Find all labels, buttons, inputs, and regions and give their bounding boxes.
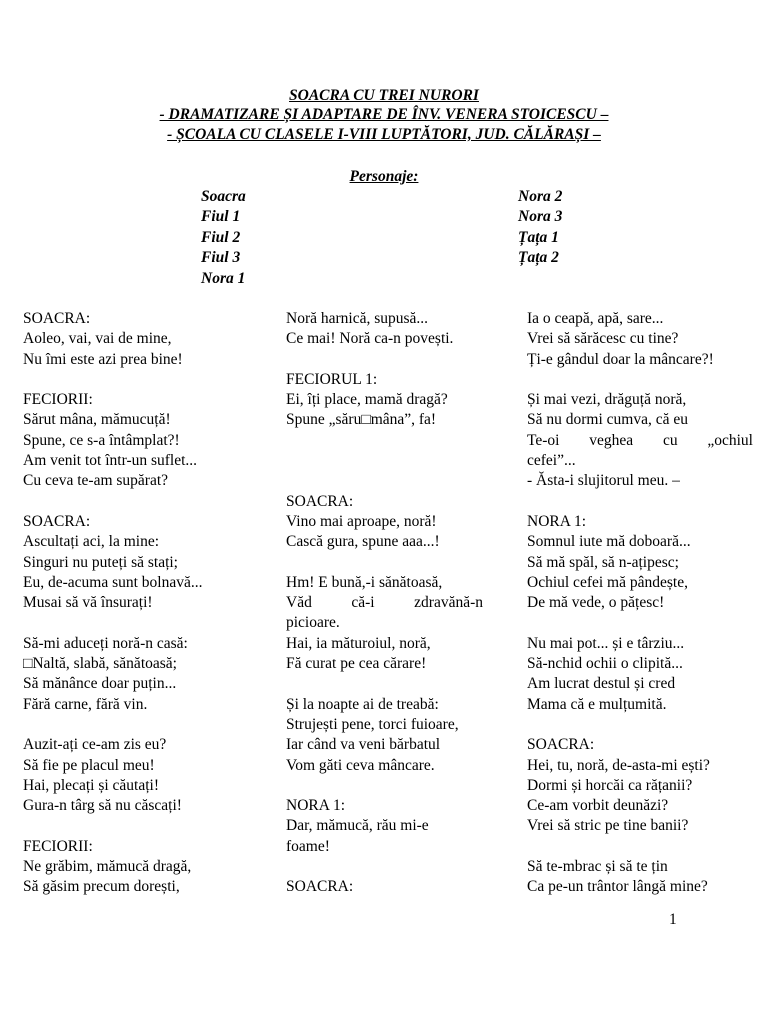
stanza-gap	[286, 776, 483, 796]
stanza-gap	[286, 553, 483, 573]
verse-line: Hei, tu, noră, de-asta-mi ești?	[527, 756, 710, 774]
verse-line: cefei”...	[527, 452, 576, 470]
verse-line: Vrei să sărăcesc cu tine?	[527, 330, 679, 348]
cast-member: Fiul 3	[201, 249, 241, 267]
speaker-label: FECIORII:	[23, 391, 93, 409]
stanza-gap	[527, 492, 753, 512]
cast-title: Personaje:	[349, 168, 419, 185]
speaker-label: SOACRA:	[527, 736, 595, 754]
verse-line: Spune „săru□mâna”, fa!	[286, 411, 437, 429]
verse-line: Te-oi veghea cu „ochiul	[527, 431, 753, 449]
speaker-label: FECIORUL 1:	[286, 370, 378, 388]
stanza-gap	[23, 613, 243, 633]
verse-line: Ca pe-un trântor lângă mine?	[527, 878, 708, 896]
verse-line: Ce mai! Noră ca-n povești.	[286, 330, 454, 348]
verse-line: Am venit tot într-un suflet...	[23, 452, 198, 470]
verse-line: Cască gura, spune aaa...!	[286, 533, 440, 551]
verse-line: foame!	[286, 837, 330, 855]
page-number: 1	[669, 911, 677, 928]
verse-line: Hai, ia măturoiul, noră,	[286, 634, 431, 652]
verse-line: Nu mai pot... și e târziu...	[527, 634, 685, 652]
verse-line: Ochiul cefei mă pândește,	[527, 573, 688, 591]
verse-line: Să fie pe placul meu!	[23, 756, 155, 774]
cast-list-right	[518, 187, 562, 269]
speaker-label: SOACRA:	[286, 878, 354, 896]
verse-line: Sărut mâna, mămucuță!	[23, 411, 171, 429]
play-subtitle-adaptation: - DRAMATIZARE ȘI ADAPTARE DE ÎNV. VENERA STOICESCU –	[159, 106, 609, 123]
verse-line: Hm! E bună,-i sănătoasă,	[286, 573, 443, 591]
verse-line: Să mănânce doar puțin...	[23, 675, 177, 693]
stanza-gap	[527, 613, 753, 633]
verse-line: Nu îmi este azi prea bine!	[23, 350, 183, 368]
stanza-gap	[286, 431, 483, 451]
verse-line: Fă curat pe cea cărare!	[286, 655, 427, 673]
stanza-gap	[23, 816, 243, 836]
verse-line: Cu ceva te-am supărat?	[23, 472, 169, 490]
verse-line: Să mă spăl, să n-ațipesc;	[527, 553, 679, 571]
verse-line: Să-mi aduceți noră-n casă:	[23, 634, 188, 652]
verse-line: Și mai vezi, drăguță noră,	[527, 391, 687, 409]
verse-line: Să-nchid ochii o clipită...	[527, 655, 683, 673]
stanza-gap	[527, 370, 753, 390]
play-subtitle-school: - ȘCOALA CU CLASELE I-VIII LUPTĂTORI, JUD. CĂLĂRAȘI –	[167, 126, 601, 143]
play-title: SOACRA CU TREI NURORI	[289, 87, 479, 104]
speaker-label: SOACRA:	[23, 512, 91, 530]
stanza-gap	[23, 715, 243, 735]
cast-member: Fiul 1	[201, 208, 241, 226]
text-column-2	[286, 309, 483, 898]
verse-line: Iar când va veni bărbatul	[286, 736, 441, 754]
stanza-gap	[527, 837, 753, 857]
verse-line: Să găsim precum dorești,	[23, 878, 180, 896]
stanza-gap	[286, 471, 483, 491]
verse-line: Musai să vă însurați!	[23, 594, 153, 612]
speaker-label: NORA 1:	[527, 512, 586, 530]
verse-line: Mama că e mulțumită.	[527, 695, 667, 713]
verse-line: Văd că-i zdravănă-n	[286, 594, 483, 612]
stanza-gap	[286, 674, 483, 694]
verse-line: Hai, plecați și căutați!	[23, 776, 159, 794]
speaker-label: SOACRA:	[286, 492, 354, 510]
cast-member: Nora 1	[201, 269, 246, 287]
speaker-label: SOACRA:	[23, 310, 91, 327]
verse-line: Somnul iute mă doboară...	[527, 533, 691, 551]
speaker-label: FECIORII:	[23, 837, 93, 855]
verse-line: Dar, mămucă, rău mi-e	[286, 817, 429, 835]
verse-line: De mă vede, o pățesc!	[527, 594, 665, 612]
verse-line: Strujești pene, torci fuioare,	[286, 715, 459, 733]
verse-line: Noră harnică, supusă...	[286, 310, 429, 327]
verse-line: picioare.	[286, 614, 340, 632]
verse-line: Ți-e gândul doar la mâncare?!	[527, 350, 714, 368]
stanza-gap	[286, 857, 483, 877]
verse-line: Ei, îți place, mamă dragă?	[286, 391, 448, 409]
verse-line: Să te-mbrac și să te țin	[527, 858, 668, 876]
verse-line: Ascultați aci, la mine:	[23, 533, 160, 551]
verse-line: Fără carne, fără vin.	[23, 695, 148, 713]
verse-line: Gura-n târg să nu căscați!	[23, 797, 182, 815]
verse-line: Ce-am vorbit deunăzi?	[527, 797, 669, 815]
verse-line: - Ăsta-i slujitorul meu. –	[527, 472, 680, 490]
stanza-gap	[286, 350, 483, 370]
cast-member: Fiul 2	[201, 228, 241, 246]
cast-member: Țața 1	[518, 228, 559, 246]
speaker-label: NORA 1:	[286, 797, 345, 815]
verse-line: Ia o ceapă, apă, sare...	[527, 310, 664, 327]
verse-line: □Naltă, slabă, sănătoasă;	[23, 655, 177, 673]
verse-line: Spune, ce s-a întâmplat?!	[23, 431, 180, 449]
stanza-gap	[286, 451, 483, 471]
verse-line: Aoleo, vai, vai de mine,	[23, 330, 172, 348]
verse-line: Eu, de-acuma sunt bolnavă...	[23, 573, 203, 591]
text-column-1	[23, 309, 243, 898]
stanza-gap	[527, 715, 753, 735]
verse-line: Dormi și horcăi ca rățanii?	[527, 776, 693, 794]
verse-line: Am lucrat destul și cred	[527, 675, 676, 693]
cast-list-left	[201, 187, 246, 289]
verse-line: Vrei să stric pe tine banii?	[527, 817, 689, 835]
stanza-gap	[23, 492, 243, 512]
verse-line: Vom găti ceva mâncare.	[286, 756, 435, 774]
stanza-gap	[23, 370, 243, 390]
verse-line: Și la noapte ai de treabă:	[286, 695, 439, 713]
verse-line: Să nu dormi cumva, că eu	[527, 411, 688, 429]
cast-member: Nora 3	[518, 208, 563, 226]
verse-line: Auzit-ați ce-am zis eu?	[23, 736, 167, 754]
cast-member: Țața 2	[518, 249, 559, 267]
cast-member: Nora 2	[518, 188, 563, 205]
verse-line: Vino mai aproape, noră!	[286, 512, 437, 530]
text-column-3	[527, 309, 753, 898]
cast-member: Soacra	[201, 188, 246, 205]
verse-line: Singuri nu puteți să stați;	[23, 553, 178, 571]
verse-line: Ne grăbim, mămucă dragă,	[23, 858, 192, 876]
